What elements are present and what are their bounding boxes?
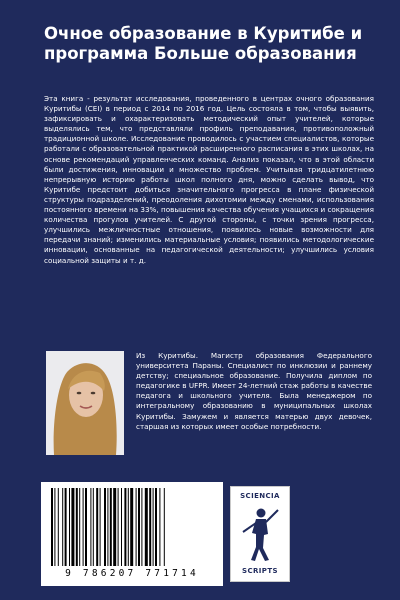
fencer-figure-icon (240, 504, 280, 564)
publisher-logo (230, 486, 290, 582)
author-photo (46, 351, 124, 455)
publisher-logo-top-text: SCIENCIA (240, 492, 280, 500)
barcode-number: 9 786207 771714 (65, 568, 199, 579)
publisher-logo-bottom-text: SCRIPTS (242, 567, 278, 575)
author-biography: Из Куритибы. Магистр образования Федерального университета Параны. Специалист по инклюзии и раннему детству; специальное образование. Получила диплом по педагогике в UFPR. Имеет 24-летний стаж работы в качестве педагога и школьного учителя. Была менеджером по интегральному образованию в муниципальных школах Куритибы. Замужем и является матерью двух девочек, старшая из которых имеет особые потребности. (136, 351, 372, 431)
book-description: Эта книга - результат исследования, проведенного в центрах очного образования Куритибы (CEI) в период с 2014 по 2016 год. Цель состояла в том, чтобы выявить, зафиксировать и охарактеризовать методический опыт учителей, которые выделялись тем, что представляли профиль преподавания, противоположный традиционной школе. Исследование проводилось с участием специалистов, которые работали с образовательной практикой расширенного расписания в этих школах, на основе рекомендаций управленческих команд. Анализ показал, что в этой области были достижения, инновации и множество проблем. Учитывая тридцатилетнюю непрерывную историю работы школ полного дня, можно сделать вывод, что Куритибе предстоит добиться значительного прогресса в плане физической структуры подразделений, преодоления дихотомии между сменами, использования постоянного времени на 33%, повышения качества обучения учащихся и сокращения количества прогулов учителей. С другой стороны, с точки зрения прогресса, улучшились межличностные отношения, появилось новые возможности для передачи знаний; изменились материальные условия; появились методологические инновации, основанные на педагогической деятельности; улучшились условия социальной защиты и т. д. (44, 94, 374, 265)
author-portrait-image (46, 351, 124, 455)
barcode-bars (47, 488, 217, 568)
isbn-barcode (41, 482, 223, 586)
book-title: Очное образование в Куритибе и программа Больше образования (44, 24, 363, 63)
